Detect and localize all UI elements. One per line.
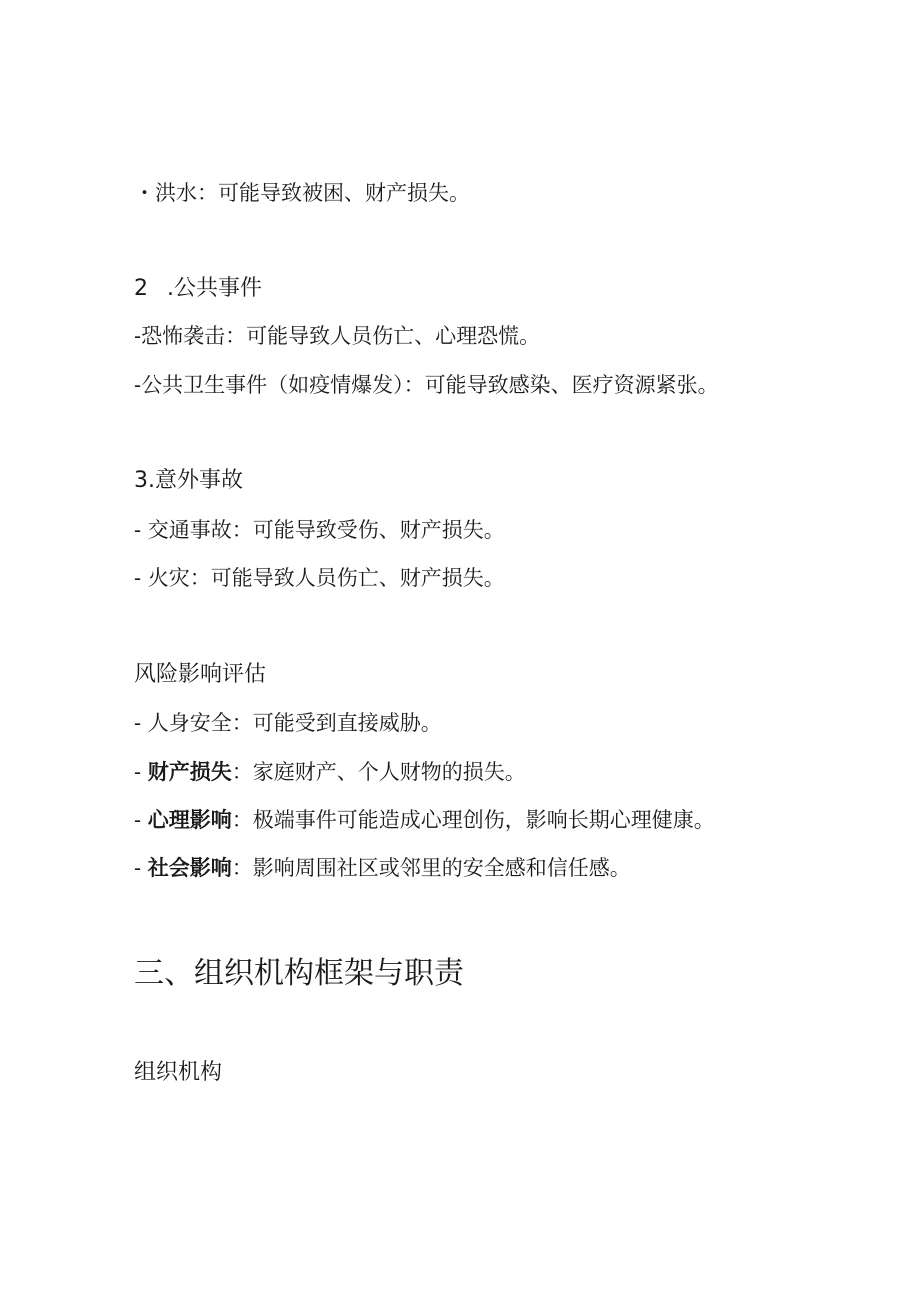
property-loss-item bbox=[134, 757, 526, 787]
item-desc: ：影响周围社区或邻里的安全感和信任感。 bbox=[231, 856, 631, 880]
traffic-accident-item: - 交通事故：可能导致受伤、财产损失。 bbox=[134, 518, 505, 542]
public-health-item: -公共卫生事件（如疫情爆发）：可能导致感染、医疗资源紧张。 bbox=[134, 373, 719, 397]
accidents-heading: 3.意外事故 bbox=[134, 468, 243, 493]
public-events-heading bbox=[134, 274, 262, 304]
item-term: 社会影响 bbox=[147, 856, 232, 880]
item-desc: ：家庭财产、个人财物的损失。 bbox=[231, 760, 526, 784]
personal-safety-item: - 人身安全：可能受到直接威胁。 bbox=[134, 711, 442, 735]
item-term: 心理影响 bbox=[147, 808, 232, 832]
heading-number: 2 bbox=[134, 276, 148, 301]
heading-text: .公共事件 bbox=[167, 276, 262, 301]
fire-item: - 火灾：可能导致人员伤亡、财产损失。 bbox=[134, 566, 505, 590]
section-three-title: 三、组织机构框架与职责 bbox=[134, 956, 464, 991]
item-dash: - bbox=[134, 760, 148, 784]
terror-attack-item: -恐怖袭击：可能导致人员伤亡、心理恐慌。 bbox=[134, 324, 541, 348]
item-term: 财产损失 bbox=[147, 760, 232, 784]
psychological-impact-item bbox=[134, 805, 715, 835]
social-impact-item bbox=[134, 853, 631, 883]
item-desc: ：极端事件可能造成心理创伤，影响长期心理健康。 bbox=[231, 808, 715, 832]
item-dash: - bbox=[134, 808, 148, 832]
flood-item: ・洪水：可能导致被困、财产损失。 bbox=[134, 181, 470, 205]
risk-impact-heading: 风险影响评估 bbox=[134, 662, 267, 687]
item-dash: - bbox=[134, 856, 148, 880]
organization-subheading: 组织机构 bbox=[134, 1060, 223, 1085]
